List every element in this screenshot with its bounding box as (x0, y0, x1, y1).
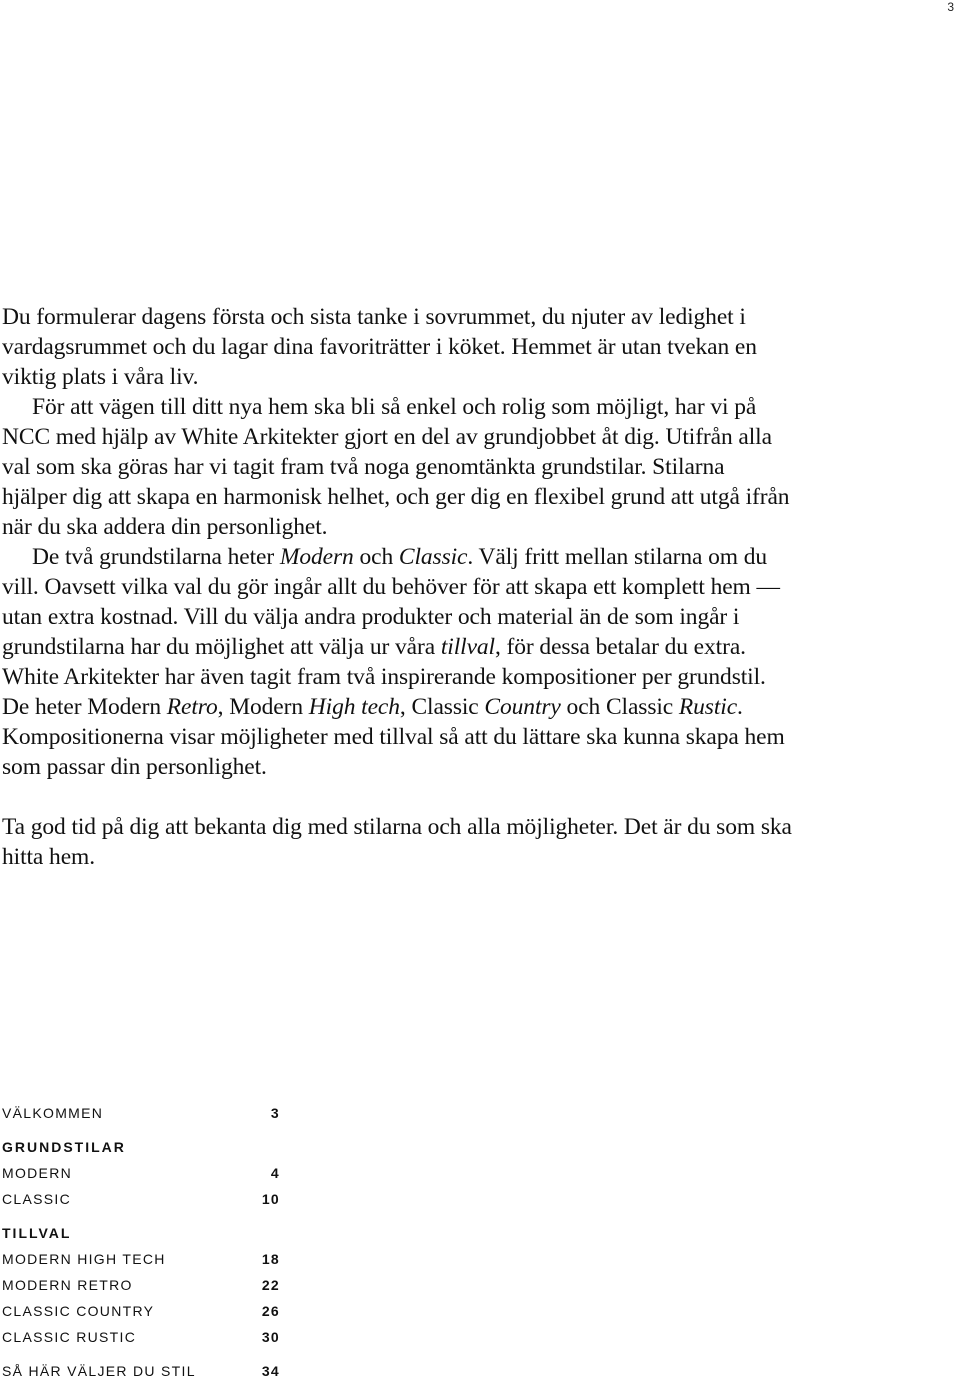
toc-label: SÅ HÄR VÄLJER DU STIL (2, 1363, 196, 1379)
toc-label: VÄLKOMMEN (2, 1105, 104, 1121)
toc-label: CLASSIC RUSTIC (2, 1329, 137, 1345)
toc-page: 30 (261, 1329, 280, 1345)
toc-item-classic-rustic[interactable] (2, 1324, 280, 1350)
toc-page: 26 (261, 1303, 280, 1319)
toc-label: CLASSIC COUNTRY (2, 1303, 155, 1319)
paragraph-styles: För att vägen till ditt nya hem ska bli så enkel och rolig som möjligt, har vi på NCC med hjälp av White Arkitekter gjort en del av grundjobbet åt dig. Utifrån alla val som ska göras har vi tagit fram två noga genomtänkta grundstilar. Stilarna hjälper dig att skapa en harmonisk helhet, och ger dig en flexibel grund att utgå ifrån när du ska addera din personlighet. (2, 394, 790, 540)
toc-item-modern-high-tech[interactable] (2, 1246, 280, 1272)
table-of-contents (2, 1100, 280, 1384)
body-text (2, 302, 792, 872)
toc-item-classic-country[interactable] (2, 1298, 280, 1324)
paragraph-options: De två grundstilarna heter Modern och Classic. Välj fritt mellan stilarna om du vill. Oavsett vilka val du gör ingår allt du behöver för att skapa ett komplett hem — utan extra kostnad. Vill du välja andra produkter och material än de som ingår i grundstilarna har du möjlighet att välja ur våra tillval, för dessa betalar du extra. White Arkitekter har även tagit fram två inspirerande kompositioner per grundstil. De heter Modern Retro, Modern High tech, Classic Country och Classic Rustic. Kompositionerna visar möjligheter med tillval så att du lättare ska kunna skapa hem som passar din personlighet. (2, 544, 785, 780)
toc-heading-tillval: TILLVAL (2, 1225, 72, 1241)
toc-page: 10 (261, 1191, 280, 1207)
paragraph-intro: Du formulerar dagens första och sista tanke i sovrummet, du njuter av ledighet i vardagsrummet och du lagar dina favoriträtter i köket. Hemmet är utan tvekan en viktig plats i våra liv. (2, 304, 757, 390)
toc-label: MODERN (2, 1165, 73, 1181)
toc-item-modern-retro[interactable] (2, 1272, 280, 1298)
page-number: 3 (947, 0, 954, 14)
toc-label: MODERN RETRO (2, 1277, 133, 1293)
toc-page: 3 (270, 1105, 280, 1121)
toc-label: CLASSIC (2, 1191, 72, 1207)
toc-page: 22 (261, 1277, 280, 1293)
toc-label: MODERN HIGH TECH (2, 1251, 166, 1267)
toc-item-modern[interactable] (2, 1160, 280, 1186)
toc-item-classic[interactable] (2, 1186, 280, 1212)
toc-page: 4 (270, 1165, 280, 1181)
toc-page: 18 (261, 1251, 280, 1267)
paragraph-closing: Ta god tid på dig att bekanta dig med stilarna och alla möjligheter. Det är du som ska hitta hem. (2, 814, 792, 870)
toc-item-welcome[interactable] (2, 1100, 280, 1126)
toc-page: 34 (261, 1363, 280, 1379)
toc-heading-grundstilar: GRUNDSTILAR (2, 1139, 126, 1155)
toc-item-choose-style[interactable] (2, 1358, 280, 1384)
